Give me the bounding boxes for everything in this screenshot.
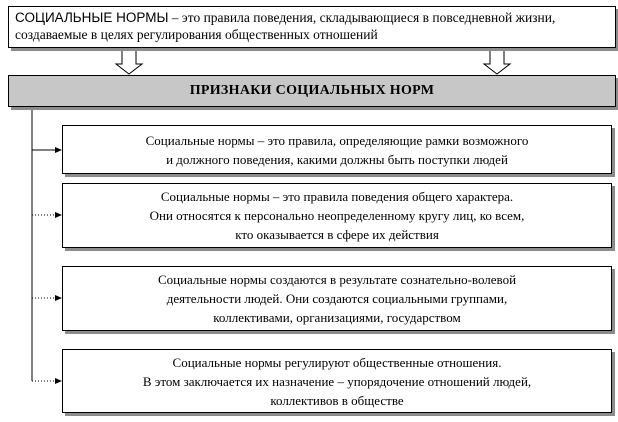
- arrowhead-3: [55, 295, 62, 301]
- feature-text-1: Социальные нормы – это правила, определяющие рамки возможного и должного поведения, какими должны быть поступки людей: [145, 132, 529, 167]
- arrowhead-1: [55, 147, 62, 153]
- arrowhead-4: [55, 378, 62, 384]
- definition-term: СОЦИАЛЬНЫЕ НОРМЫ: [15, 10, 169, 25]
- definition-box: [8, 6, 616, 48]
- arrowhead-2: [55, 212, 62, 218]
- down-arrow-left: [116, 49, 142, 74]
- features-header: [8, 75, 616, 107]
- down-arrow-right: [484, 49, 510, 74]
- feature-text-3: Социальные нормы создаются в результате сознательно-волевой деятельности людей. Они создаются социальными группами, коллективами, организациями, государством: [157, 272, 517, 325]
- definition-text: – это правила поведения, складывающиеся в повседневной жизни, создаваемые в целях регулирования общественных отношений: [15, 10, 556, 42]
- feature-text-4: Социальные нормы регулируют общественные отношения. В этом заключается их назначение – упорядочение отношений людей, коллективов в обществе: [142, 354, 532, 408]
- feature-card-4: [62, 349, 612, 413]
- feature-card-2: [62, 183, 612, 248]
- feature-card-1: [62, 125, 612, 174]
- feature-text-2: Социальные нормы – это правила поведения общего характера. Они относятся к персонально неопределенному кругу лиц, ко всем, кто оказывается в сфере их действия: [149, 189, 525, 242]
- features-title: ПРИЗНАКИ СОЦИАЛЬНЫХ НОРМ: [189, 83, 435, 98]
- feature-card-3: [62, 266, 612, 331]
